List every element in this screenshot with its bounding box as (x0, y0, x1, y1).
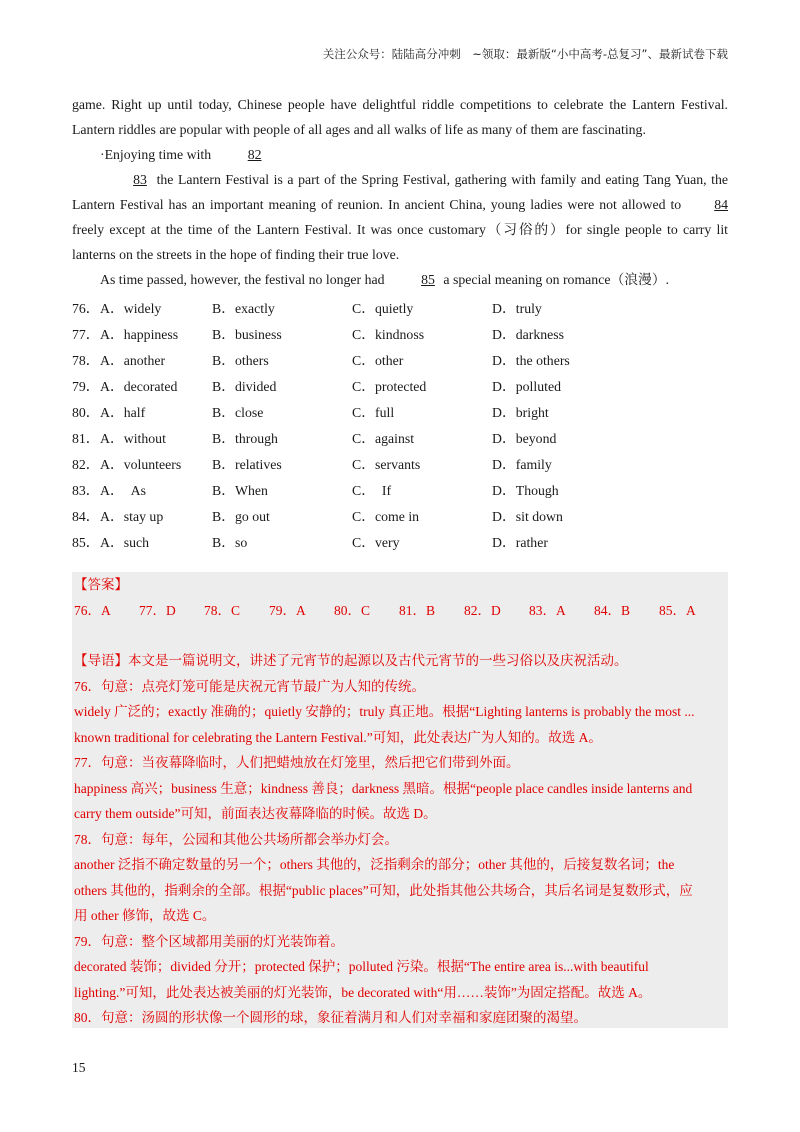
subheading: ·Enjoying time with (100, 147, 212, 162)
option-c: C．protected (352, 379, 427, 394)
answer-key: 76．A (74, 602, 111, 618)
option-c: C．servants (352, 457, 421, 472)
option-d: D．darkness (492, 327, 565, 342)
paragraph-4-suffix: a special meaning on romance（浪漫）. (443, 272, 670, 287)
question-number: 81． (72, 431, 100, 446)
option-b: B．relatives (212, 457, 282, 472)
explanation-line: 79．句意：整个区域都用美丽的灯光装饰着。 (74, 933, 344, 949)
answer-key: 80．C (334, 602, 371, 618)
question-number: 83． (72, 483, 100, 498)
explanation-line: decorated 装饰；divided 分开；protected 保护；polluted 污染。根据“The entire area is...with beautiful (74, 959, 649, 974)
explanation-line: widely 广泛的；exactly 准确的；quietly 安静的；truly 真正地。根据“Lighting lanterns is probably the most ... (74, 704, 695, 719)
blank-82: 82 (247, 147, 262, 162)
option-a: A．decorated (100, 379, 178, 394)
answer-keys (72, 598, 728, 624)
option-row (72, 476, 728, 502)
option-row (72, 502, 728, 528)
option-row (72, 320, 728, 346)
answer-section (72, 572, 728, 1028)
option-row (72, 424, 728, 450)
option-c: C．against (352, 431, 415, 446)
option-b: B．divided (212, 379, 277, 394)
options-list (72, 294, 728, 554)
option-d: D．Though (492, 483, 559, 498)
answer-key: 79．A (269, 602, 306, 618)
option-b: B．go out (212, 509, 270, 524)
option-b: B．through (212, 431, 278, 446)
option-b: B．so (212, 535, 248, 550)
explanation-line: happiness 高兴；business 生意；kindness 善良；darkness 黑暗。根据“people place candles inside lanterns and (74, 780, 693, 796)
answer-heading: 【答案】 (74, 577, 128, 592)
option-c: C． If (352, 483, 392, 498)
option-d: D．rather (492, 535, 548, 550)
paragraph-3 (72, 167, 728, 267)
answer-key: 85．A (659, 602, 696, 618)
option-b: B．close (212, 405, 264, 420)
option-c: C．quietly (352, 301, 414, 316)
question-number: 80． (72, 405, 100, 420)
option-a: A．widely (100, 301, 162, 316)
question-number: 79． (72, 379, 100, 394)
explanation-line: lighting.”可知，此处表达被美丽的灯光装饰，be decorated with“用……装饰”为固定搭配。故选 A。 (74, 984, 652, 1000)
question-number: 77． (72, 327, 100, 342)
option-b: B．business (212, 327, 282, 342)
option-b: B．When (212, 483, 268, 498)
option-c: C．full (352, 405, 395, 420)
paragraph-2 (72, 142, 728, 167)
option-c: C．come in (352, 509, 420, 524)
option-a: A．volunteers (100, 457, 182, 472)
option-d: D．polluted (492, 379, 561, 394)
explanation-line: 77．句意：当夜幕降临时，人们把蜡烛放在灯笼里，然后把它们带到外面。 (74, 755, 520, 770)
explanation-line: 用 other 修饰，故选 C。 (74, 908, 216, 923)
option-row (72, 398, 728, 424)
answer-key: 78．C (204, 602, 241, 618)
explanation-line: carry them outside”可知，前面表达夜幕降临的时候。故选 D。 (74, 806, 437, 821)
option-c: C．other (352, 353, 404, 368)
explanation-line: 76．句意：点亮灯笼可能是庆祝元宵节最广为人知的传统。 (74, 678, 425, 694)
explanation-line: known traditional for celebrating the Lantern Festival.”可知，此处表达广为人知的。故选 A。 (74, 729, 602, 745)
option-d: D．bright (492, 405, 549, 420)
option-row (72, 528, 728, 554)
paragraph-1: game. Right up until today, Chinese people have delightful riddle competitions to celebrate the Lantern Festival. Lantern riddles are popular with people of all ages and all walks of life as many of them are fascinating. (72, 97, 728, 137)
option-d: D．beyond (492, 431, 557, 446)
page-number: 15 (72, 1060, 86, 1075)
explanation-line: another 泛指不确定数量的另一个；others 其他的，泛指剩余的部分；other 其他的，后接复数名词；the (74, 857, 675, 872)
question-number: 78． (72, 353, 100, 368)
paragraph-4-prefix: As time passed, however, the festival no longer had (100, 272, 385, 287)
option-a: A． As (100, 483, 146, 498)
option-b: B．others (212, 353, 269, 368)
paragraph-4 (72, 267, 728, 292)
option-d: D．truly (492, 301, 542, 316)
option-c: C．kindnoss (352, 327, 425, 342)
answer-key: 81．B (399, 602, 436, 618)
option-c: C．very (352, 535, 400, 550)
explanation-line: 【导语】本文是一篇说明文，讲述了元宵节的起源以及古代元宵节的一些习俗以及庆祝活动。 (74, 653, 628, 668)
option-a: A．happiness (100, 327, 179, 342)
option-a: A．stay up (100, 509, 164, 524)
option-row (72, 372, 728, 398)
question-number: 84． (72, 509, 100, 524)
option-a: A．another (100, 353, 166, 368)
question-number: 76． (72, 301, 100, 316)
explanation-line: others 其他的，指剩余的全部。根据“public places”可知，此处指其他公共场合，其后名词是复数形式，应 (74, 882, 693, 898)
option-row (72, 294, 728, 320)
blank-84: 84 (714, 197, 728, 212)
answer-key: 83．A (529, 602, 566, 618)
answer-key: 82．D (464, 602, 501, 618)
page-header: 关注公众号：陆陆高分冲刺 ~领取：最新版“小中高考-总复习”、最新试卷下载 (322, 47, 728, 61)
paragraph-3-text: the Lantern Festival is a part of the Spring Festival, gathering with family and eating Tang Yuan, the Lantern Festival has an important meaning of reunion. In ancient China, young ladies were not allowed to (72, 172, 729, 212)
blank-83: 83 (133, 172, 147, 187)
option-row (72, 346, 728, 372)
option-a: A．such (100, 535, 150, 550)
question-number: 85． (72, 535, 100, 550)
option-a: A．without (100, 431, 166, 446)
option-d: D．sit down (492, 509, 563, 524)
passage (72, 92, 728, 554)
explanation-line: 80．句意：汤圆的形状像一个圆形的球，象征着满月和人们对幸福和家庭团聚的渴望。 (74, 1010, 587, 1025)
explanation-line: 78．句意：每年，公园和其他公共场所都会举办灯会。 (74, 831, 398, 847)
blank-85: 85 (421, 272, 435, 287)
option-d: D．family (492, 457, 552, 472)
answer-key: 84．B (594, 602, 631, 618)
answer-key: 77．D (139, 602, 176, 618)
option-b: B．exactly (212, 301, 275, 316)
paragraph-3-text-2: freely except at the time of the Lantern Festival. It was once customary（习俗的）for single people to carry lit lanterns on the streets in the hope of finding their true love. (72, 222, 728, 262)
option-row (72, 450, 728, 476)
question-number: 82． (72, 457, 100, 472)
option-d: D．the others (492, 353, 570, 368)
option-a: A．half (100, 405, 146, 420)
